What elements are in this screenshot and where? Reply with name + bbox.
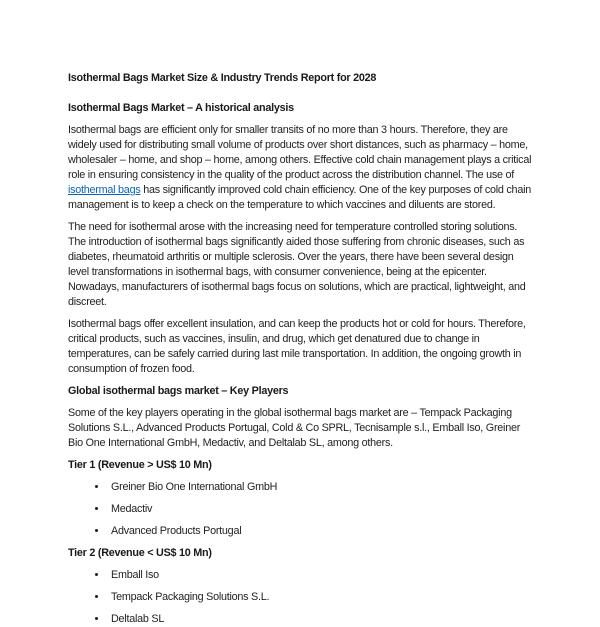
document-title: Isothermal Bags Market Size & Industry Trends Report for 2028 <box>68 72 377 84</box>
section-heading-historical-analysis: Isothermal Bags Market – A historical analysis <box>68 102 294 114</box>
bullet-list-tier1 <box>68 480 534 539</box>
list-item-tier2-tempack: • Tempack Packaging Solutions S.L. <box>108 590 534 605</box>
paragraph-transits-text-after-link: has significantly improved cold chain efficiency. One of the key purposes of cold chain management is to keep a check on the temperature to which vaccines and diluents are stored. <box>68 184 531 211</box>
section-heading-tier1: Tier 1 (Revenue > US$ 10 Mn) <box>68 459 212 471</box>
bullet-list-tier2 <box>68 568 534 627</box>
paragraph-key-players-intro: Some of the key players operating in the global isothermal bags market are – Tempack Packaging Solutions S.L., Advanced Products Portugal, Cold & Co SPRL, Tecnisample s.l., Emball Iso, Greiner Bio One International GmbH, Medactiv, and Deltalab SL, among others. <box>68 407 521 449</box>
paragraph-transits-text-before-link: Isothermal bags are efficient only for smaller transits of no more than 3 hours. Therefore, they are widely used for distributing small volume of products over short distances, such as pharmacy – home, wholesaler – home, and shop – home, among others. Effective cold chain management plays a critical role in ensuring consistency in the quality of the product across the distribution channel. The use of <box>68 124 532 181</box>
paragraph-transits <box>68 123 534 213</box>
list-item-tier2-deltalab: • Deltalab SL <box>108 612 534 627</box>
list-item-tier2-emball-iso: • Emball Iso <box>108 568 534 583</box>
paragraph-need-for-isothermal: The need for isothermal arose with the increasing need for temperature controlled storing solutions. The introduction of isothermal bags significantly aided those suffering from chronic diseases, such as diabetes, rheumatoid arthritis or multiple sclerosis. Over the years, there have been several design level transformations in isothermal bags, with consumer convenience, being at the epicenter. Nowadays, manufacturers of isothermal bags focus on solutions, which are practical, lightweight, and discreet. <box>68 221 526 308</box>
paragraph-insulation: Isothermal bags offer excellent insulation, and can keep the products hot or cold for hours. Therefore, critical products, such as vaccines, insulin, and drug, which get denatured due to change in temperatures, can be safely carried during last mile transportation. In addition, the ongoing growth in consumption of frozen food. <box>68 318 526 375</box>
isothermal-bags-hyperlink[interactable]: isothermal bags <box>68 184 141 196</box>
list-item-tier1-medactiv: • Medactiv <box>108 502 534 517</box>
list-item-tier1-advanced-products: • Advanced Products Portugal <box>108 524 534 539</box>
section-heading-key-players: Global isothermal bags market – Key Players <box>68 385 289 397</box>
list-item-tier1-greiner: • Greiner Bio One International GmbH <box>108 480 534 495</box>
section-heading-tier2: Tier 2 (Revenue < US$ 10 Mn) <box>68 547 212 559</box>
